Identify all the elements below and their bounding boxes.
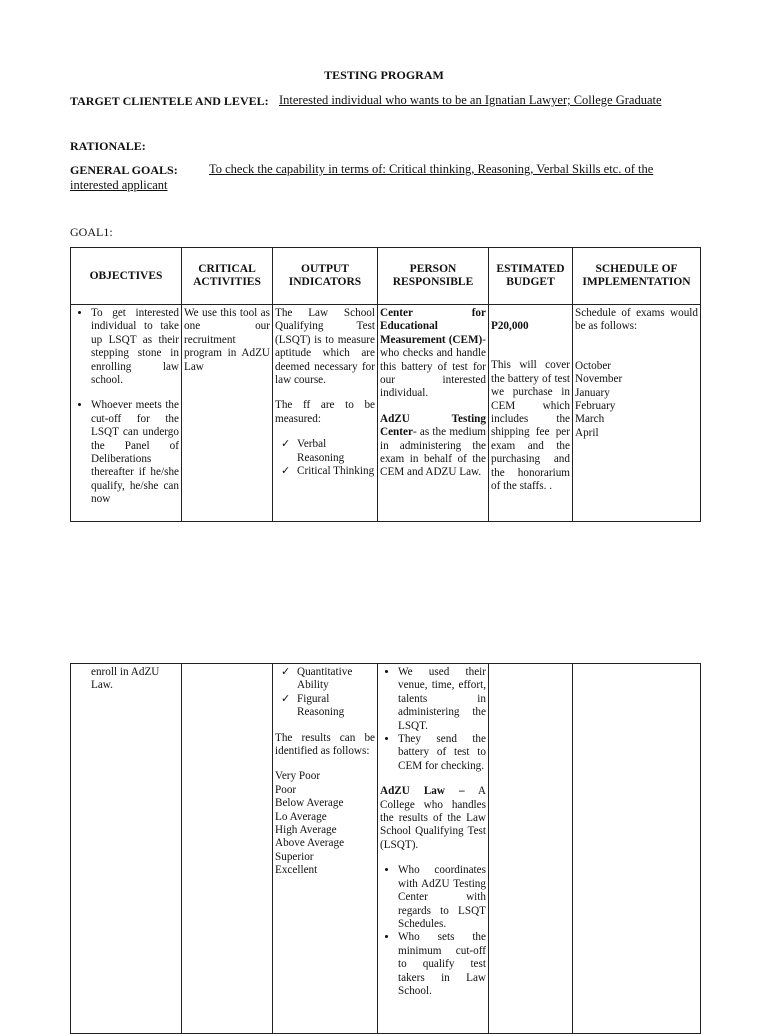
person-bullet: • Who sets the minimum cut-off to qualify test takers in Law School. bbox=[398, 931, 486, 998]
rationale-label: RATIONALE: bbox=[70, 139, 146, 153]
schedule-month: March bbox=[575, 413, 605, 426]
objective-item: • Whoever meets the cut-off for the LSQT can undergo the Panel of Deliberations thereafter if he/she qualify, he/she can now bbox=[91, 399, 179, 506]
checklist-item: ✓ Quantitative Ability bbox=[281, 666, 353, 692]
result-level: Very Poor bbox=[275, 770, 321, 783]
table-row bbox=[71, 664, 701, 1034]
budget-description: This will cover the battery of test we purchase in CEM which includes the shipping fee per exam and the purchasing and the honorarium of the staffs. . bbox=[491, 359, 570, 493]
budget-amount: P20,000 bbox=[491, 320, 529, 332]
result-level: Lo Average bbox=[275, 810, 327, 823]
schedule-month: November bbox=[575, 373, 623, 386]
schedule-cell bbox=[573, 305, 701, 522]
header-critical-activities: CRITICAL ACTIVITIES bbox=[182, 248, 273, 305]
result-level: Superior bbox=[275, 850, 314, 863]
header-estimated-budget: ESTIMATED BUDGET bbox=[489, 248, 573, 305]
result-level: High Average bbox=[275, 824, 337, 837]
header-schedule: SCHEDULE OF IMPLEMENTATION bbox=[573, 248, 701, 305]
schedule-month: April bbox=[575, 426, 599, 439]
header-person-responsible: PERSON RESPONSIBLE bbox=[378, 248, 489, 305]
schedule-cell bbox=[573, 664, 701, 1034]
target-clientele-value: Interested individual who wants to be an Ignatian Lawyer; College Graduate bbox=[279, 93, 662, 107]
general-goals-label: GENERAL GOALS: bbox=[70, 163, 178, 177]
checkmark-icon: ✓ bbox=[281, 465, 291, 478]
person-bullet: • We used their venue, time, effort, talents in administering the LSQT. bbox=[398, 666, 486, 733]
results-intro: The results can be identified as follows: bbox=[275, 731, 375, 758]
table-row bbox=[71, 305, 701, 522]
schedule-intro: Schedule of exams would be as follows: bbox=[575, 307, 698, 333]
schedule-month: January bbox=[575, 386, 610, 399]
general-goals-value-cont: interested applicant bbox=[70, 178, 168, 192]
objectives-cell bbox=[71, 664, 182, 1034]
person-bullet: • They send the battery of test to CEM for checking. bbox=[398, 733, 486, 773]
result-level: Excellent bbox=[275, 864, 318, 877]
person-responsible-cell bbox=[378, 664, 489, 1034]
schedule-month: October bbox=[575, 359, 612, 372]
budget-cell bbox=[489, 664, 573, 1034]
person-bullet: • Who coordinates with AdZU Testing Center with regards to LSQT Schedules. bbox=[398, 864, 486, 931]
objective-continuation: enroll in AdZU Law. bbox=[91, 666, 160, 692]
table-header-row bbox=[71, 248, 701, 305]
critical-activities-cell: We use this tool as one our recruitment program in AdZU Law bbox=[182, 305, 273, 522]
result-level: Poor bbox=[275, 783, 297, 796]
person-adzu-law: AdZU Law – A College who handles the results of the Law School Qualifying Test (LSQT). bbox=[380, 785, 486, 851]
schedule-month: February bbox=[575, 400, 616, 413]
budget-cell bbox=[489, 305, 573, 522]
person-responsible-cell bbox=[378, 305, 489, 522]
result-level: Below Average bbox=[275, 797, 344, 810]
checklist-item: ✓ Critical Thinking bbox=[281, 465, 375, 478]
goal1-label: GOAL1: bbox=[70, 225, 113, 239]
objectives-cell bbox=[71, 305, 182, 522]
result-level: Above Average bbox=[275, 837, 345, 850]
checklist-item: ✓ Verbal Reasoning bbox=[281, 438, 345, 464]
output-indicators-cell bbox=[273, 305, 378, 522]
goals-table-part1 bbox=[70, 247, 701, 522]
objective-item: • To get interested individual to take up LSQT as their stepping stone in enrolling law school. bbox=[91, 307, 179, 387]
output-description: The Law School Qualifying Test (LSQT) is to measure aptitude which are deemed necessary for law course. bbox=[275, 307, 375, 387]
checkmark-icon: ✓ bbox=[281, 666, 291, 678]
document-title: TESTING PROGRAM bbox=[324, 68, 444, 82]
header-objectives: OBJECTIVES bbox=[71, 248, 182, 305]
general-goals-value: To check the capability in terms of: Critical thinking, Reasoning, Verbal Skills etc. of the bbox=[209, 162, 654, 176]
goals-table-part2 bbox=[70, 663, 701, 1034]
checkmark-icon: ✓ bbox=[281, 692, 291, 705]
critical-activities-cell bbox=[182, 664, 273, 1034]
header-output-indicators: OUTPUT INDICATORS bbox=[273, 248, 378, 305]
checkmark-icon: ✓ bbox=[281, 438, 291, 451]
person-cem: Center for Educational Measurement (CEM)- who checks and handle this battery of test for our interested individual. bbox=[380, 307, 486, 400]
checklist-item: ✓ Figural Reasoning bbox=[281, 692, 345, 719]
person-testing-center: AdZU Testing Center- as the medium in administering the exam in behalf of the CEM and ADZU Law. bbox=[380, 412, 486, 479]
target-clientele-label: TARGET CLIENTELE AND LEVEL: bbox=[70, 94, 269, 108]
output-indicators-cell bbox=[273, 664, 378, 1034]
output-measured-intro: The ff are to be measured: bbox=[275, 399, 375, 425]
